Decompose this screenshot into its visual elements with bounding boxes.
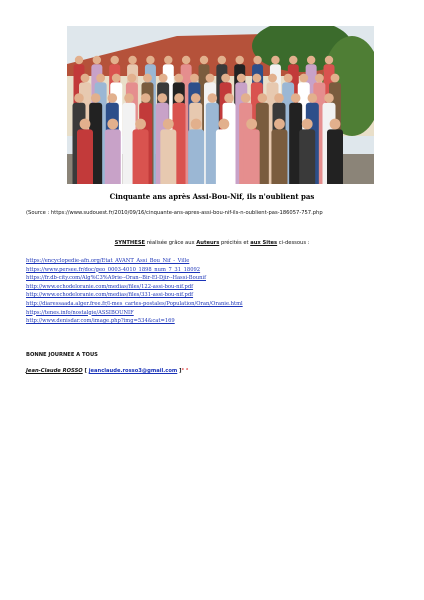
person-head: [128, 56, 136, 64]
person-head: [253, 56, 261, 64]
person-head: [237, 74, 246, 83]
person-head: [111, 56, 119, 64]
person-head: [191, 119, 202, 130]
person-head: [124, 93, 134, 103]
author-name: Jean-Claude ROSSO: [26, 368, 83, 374]
source-link[interactable]: https://fr.db-city.com/Alg%C3%A9rie--Oran--Bir-El-Djir--Hassi-Bounif: [26, 275, 206, 282]
source-link[interactable]: http://www.echodeloranie.com/medias/files/331-assi-bou-nif.pdf: [26, 292, 194, 299]
person-head: [274, 119, 285, 130]
group-photo-image: [67, 26, 374, 184]
synthese-authors: Auteurs: [196, 240, 220, 246]
person-head: [164, 56, 172, 64]
email-open-bracket: [: [82, 368, 89, 374]
person-head: [75, 56, 83, 64]
greeting: BONNE JOURNEE A TOUS: [26, 352, 98, 358]
person-head: [258, 93, 268, 103]
person-head: [163, 119, 174, 130]
person-body: [299, 129, 315, 184]
source-line: (Source : https://www.sudouest.fr/2010/09/16/cinquante-ans-apres-assi-bou-nif-ils-n-oublient-pas-186057-757.php: [26, 210, 323, 216]
person-head: [208, 93, 218, 103]
person-body: [105, 129, 121, 184]
person-head: [271, 56, 279, 64]
person-head: [331, 74, 340, 83]
author-email[interactable]: jeanclaude.rosso3@gmail.com: [88, 368, 178, 374]
person-head: [159, 74, 168, 83]
person-head: [143, 74, 152, 83]
source-link[interactable]: https://www.persee.fr/doc/geo_0003-4010_1898_num_7_31_18092: [26, 266, 201, 273]
person-head: [190, 74, 199, 83]
person-body: [244, 129, 260, 184]
person-head: [302, 119, 313, 130]
person-head: [174, 74, 183, 83]
person-head: [112, 74, 121, 83]
person-head: [191, 93, 201, 103]
source-link[interactable]: https://encyclopedie-afn.org/Etat_AVANT_Assi_Bou_Nif_-_Ville: [26, 258, 190, 264]
person-head: [274, 93, 284, 103]
person-head: [268, 74, 277, 83]
person-head: [218, 119, 229, 130]
person-head: [325, 56, 333, 64]
person-head: [93, 56, 101, 64]
person-head: [252, 74, 261, 83]
synthese-heading: [0, 240, 424, 246]
person-body: [216, 129, 232, 184]
person-head: [289, 56, 297, 64]
person-head: [236, 56, 244, 64]
person-head: [315, 74, 324, 83]
synthese-text-2: précités et: [219, 240, 251, 246]
person-head: [307, 56, 315, 64]
signature: [26, 368, 188, 374]
person-head: [291, 93, 301, 103]
source-link[interactable]: http://diaressaada.alger.free.fr/l-mes_cartes-postales/Population/Oran/Oranie.html: [26, 300, 243, 307]
person-head: [330, 119, 341, 130]
person-head: [91, 93, 101, 103]
person-body: [133, 129, 149, 184]
person-head: [108, 93, 118, 103]
person-head: [241, 93, 251, 103]
person-head: [218, 56, 226, 64]
person-head: [141, 93, 151, 103]
synthese-text-1: réalisée grâce aux: [145, 240, 197, 246]
person-head: [299, 74, 308, 83]
person-body: [188, 129, 204, 184]
person-head: [324, 93, 334, 103]
person-head: [221, 74, 230, 83]
person-head: [107, 119, 118, 130]
person-head: [206, 74, 215, 83]
signature-stars: ° °: [181, 368, 189, 374]
person-head: [158, 93, 168, 103]
synthese-text-3: ci-dessous :: [277, 240, 310, 246]
source-link[interactable]: https://tenes.info/nostalgie/ASSIBOUNIF: [26, 309, 134, 316]
person-head: [246, 119, 257, 130]
person-head: [81, 74, 90, 83]
person-head: [135, 119, 146, 130]
source-link[interactable]: http://www.echodeloranie.com/medias/files/122-assi-bou-nif.pdf: [26, 283, 194, 290]
person-head: [182, 56, 190, 64]
group-photo: [67, 26, 374, 184]
person-body: [271, 129, 287, 184]
person-head: [96, 74, 105, 83]
email-close-bracket: ]: [177, 368, 182, 374]
synthese-sites: aux Sites: [250, 240, 278, 246]
source-links-list: [26, 257, 243, 326]
photo-caption: Cinquante ans après Assi-Bou-Nif, ils n'oublient pas: [109, 192, 315, 201]
person-head: [200, 56, 208, 64]
person-head: [74, 93, 84, 103]
person-head: [308, 93, 318, 103]
person-head: [224, 93, 234, 103]
person-head: [146, 56, 154, 64]
person-head: [174, 93, 184, 103]
person-head: [284, 74, 293, 83]
synthese-label: SYNTHESE: [114, 240, 146, 246]
person-head: [127, 74, 136, 83]
person-body: [160, 129, 176, 184]
person-head: [80, 119, 91, 130]
person-body: [327, 129, 343, 184]
person-body: [77, 129, 93, 184]
source-link[interactable]: http://www.denisdar.com/image.php?img=534&cat=169: [26, 318, 175, 325]
